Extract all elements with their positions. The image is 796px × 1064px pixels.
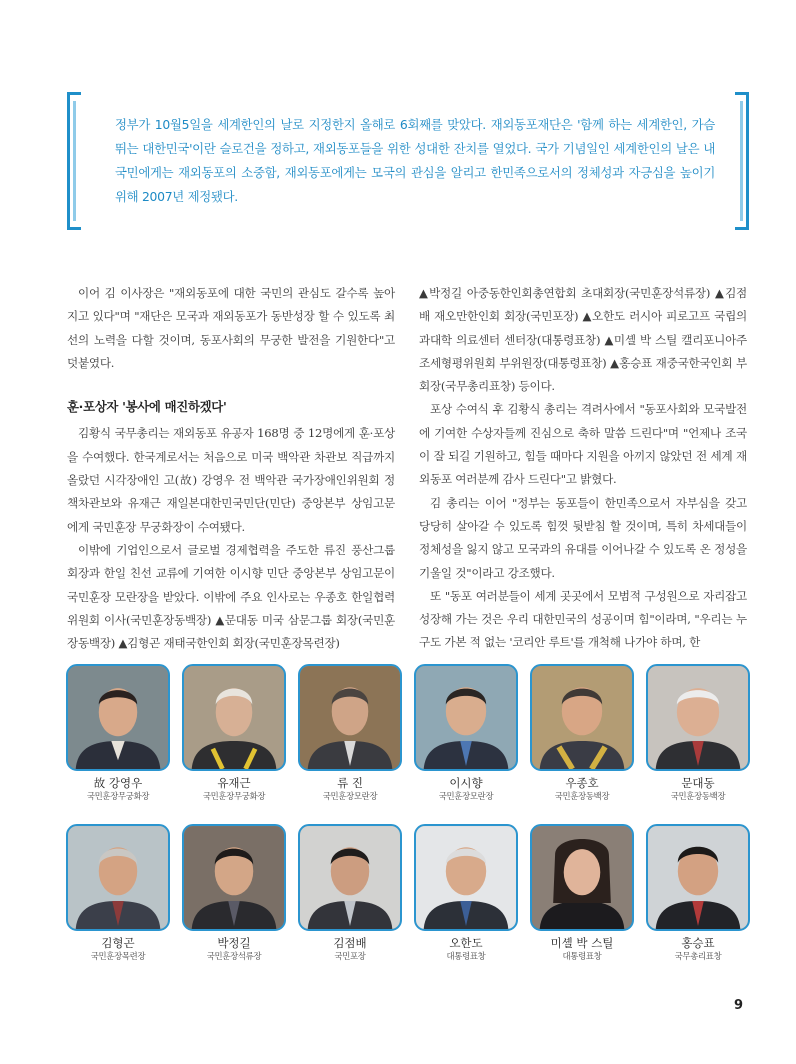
awardee-title: 국민훈장무궁화장 (86, 791, 150, 801)
pull-quote (67, 92, 749, 230)
awardee-card (298, 664, 402, 802)
paragraph: 김 총리는 이어 "정부는 동포들이 한민족으로서 자부심을 갖고 당당히 살아갈 수 있도록 힘껏 뒷받침 할 것이며, 특히 차세대들이 정체성을 잃지 않고 모국과의 유대를 이어나갈 수 있도록 온 정성을 기울일 것"이라고 강조했다. (419, 495, 747, 580)
awardee-portrait (66, 664, 170, 771)
awardee-portrait (182, 824, 286, 931)
awardee-portrait (414, 824, 518, 931)
awardee-card (646, 664, 750, 802)
left-bracket-decoration (67, 92, 81, 230)
portrait-icon (184, 666, 284, 769)
paragraph: 포상 수여식 후 김황식 총리는 격려사에서 "동포사회와 모국발전에 기여한 수상자들께 진심으로 축하 말씀 드린다"며 "언제나 조국이 잘 되길 기원하고, 힘들 때마다 지원을 아끼지 않았던 전 세계 재외동포 여러분께 감사 드린다"고 밝혔다. (419, 402, 747, 487)
awardee-card (646, 824, 750, 962)
awardee-portrait (646, 664, 750, 771)
awardee-name: 홍승표 (681, 936, 715, 950)
portrait-icon (648, 826, 748, 929)
paragraph: 김황식 국무총리는 재외동포 유공자 168명 중 12명에게 훈·포상을 수여했다. 한국계로서는 처음으로 미국 백악관 차관보 직급까지 올랐던 시각장애인 고(故) 강영우 전 백악관 국가장애인위원회 정책차관보와 유재근 재일본대한민국민단(민단) 중앙본부 상임고문에게 국민훈장 무궁화장이 수여됐다. (67, 426, 395, 534)
awardee-card (298, 824, 402, 962)
awardee-title: 국민훈장모란장 (438, 791, 494, 801)
portrait-icon (416, 826, 516, 929)
awardee-title: 국민훈장동백장 (554, 791, 610, 801)
awardee-title: 국민훈장석류장 (206, 951, 262, 961)
awardee-name: 문대동 (681, 776, 715, 790)
awardee-name: 오한도 (449, 936, 483, 950)
paragraph: 이밖에 기업인으로서 글로벌 경제협력을 주도한 류진 풍산그룹 회장과 한일 친선 교류에 기여한 이시향 민단 중앙본부 상임고문이 국민훈장 모란장을 받았다. 이밖에 주요 인사로는 우종호 한일협력위원회 이사(국민훈장동백장) ▲문대동 미국 삼문그룹 회장(국민훈장동백장) ▲김형곤 재태국한인회 회장(국민훈장목련장) (67, 542, 395, 651)
portrait-icon (416, 666, 516, 769)
awardee-title: 대통령표창 (562, 951, 602, 961)
awardee-title: 국민훈장동백장 (670, 791, 726, 801)
portrait-icon (68, 666, 168, 769)
portrait-icon (532, 826, 632, 929)
awardee-title: 국민훈장무궁화장 (202, 791, 266, 801)
portrait-icon (300, 666, 400, 769)
portrait-icon (184, 826, 284, 929)
awardee-name: 이시향 (449, 776, 483, 790)
paragraph: 이어 김 이사장은 "재외동포에 대한 국민의 관심도 갈수록 높아지고 있다"며 "재단은 모국과 재외동포가 동반성장 할 수 있도록 최선의 노력을 다할 것이며, 동포사회의 무궁한 발전을 기원한다"고 덧붙였다. (67, 286, 395, 370)
awardee-name: 류 진 (337, 776, 363, 790)
awardee-row-2 (66, 824, 750, 974)
awardee-card (414, 824, 518, 962)
portrait-icon (648, 666, 748, 769)
awardee-title: 국민포장 (334, 951, 366, 961)
awardee-title: 국무총리표창 (674, 951, 722, 961)
awardee-portrait (530, 824, 634, 931)
awardee-portrait (182, 664, 286, 771)
paragraph: 또 "동포 여러분들이 세계 곳곳에서 모범적 구성원으로 자리잡고 성장해 가는 것은 우리 대한민국의 성공이며 힘"이라며, "우리는 누구도 가본 적 없는 '코리안 루트'를 개척해 나가야 하며, 한 (419, 588, 747, 650)
awardee-portrait (646, 824, 750, 931)
awardee-title: 국민훈장모란장 (322, 791, 378, 801)
awardee-portrait (298, 824, 402, 931)
awardee-portrait (66, 824, 170, 931)
awardee-card (182, 824, 286, 962)
article-right-column (419, 282, 747, 655)
awardee-row-1 (66, 664, 750, 814)
awardee-title: 대통령표창 (446, 951, 486, 961)
awardee-name: 유재근 (217, 776, 251, 790)
paragraph: ▲박정길 아중동한인회총연합회 초대회장(국민훈장석류장) ▲김점배 재오만한인회 회장(국민포장) ▲오한도 러시아 피로고프 국립의과대학 의료센터 센터장(대통령표창) ▲미셸 박 스틸 캘리포니아주 조세형평위원회 부위원장(대통령표창) ▲홍승표 재중국한국인회 부회장(국무총리표창) 등이다. (419, 286, 747, 394)
awardee-card (530, 824, 634, 962)
awardee-name: 우종호 (565, 776, 599, 790)
awardee-name: 김점배 (333, 936, 367, 950)
section-heading: 훈·포상자 '봉사에 매진하겠다' (67, 399, 227, 415)
awardee-name: 미셸 박 스틸 (550, 936, 614, 950)
portrait-icon (300, 826, 400, 929)
awardee-name: 박정길 (217, 936, 251, 950)
portrait-icon (68, 826, 168, 929)
right-bracket-decoration (735, 92, 749, 230)
page-number: 9 (734, 998, 744, 1013)
awardee-card (66, 824, 170, 962)
portrait-icon (532, 666, 632, 769)
awardee-card (66, 664, 170, 802)
pull-quote-text: 정부가 10월5일을 세계한인의 날로 지정한지 올해로 6회째를 맞았다. 재외동포재단은 '함께 하는 세계한인, 가슴 뛰는 대한민국'이란 슬로건을 정하고, 재외동포들을 위한 성대한 잔치를 열었다. 국가 기념일인 세계한인의 날은 내국민에게는 재외동포의 소중함, 재외동포에게는 모국의 관심을 알리고 한민족으로서의 정체성과 자긍심을 높이기 위해 2007년 제정됐다. (115, 117, 715, 204)
awardee-name: 김형곤 (101, 936, 135, 950)
awardee-name: 故 강영우 (93, 776, 143, 790)
awardee-portrait (414, 664, 518, 771)
awardee-card (182, 664, 286, 802)
awardee-card (414, 664, 518, 802)
awardee-portrait (530, 664, 634, 771)
awardee-title: 국민훈장목련장 (90, 951, 146, 961)
awardee-portrait (298, 664, 402, 771)
awardee-card (530, 664, 634, 802)
article-left-column (67, 282, 395, 655)
